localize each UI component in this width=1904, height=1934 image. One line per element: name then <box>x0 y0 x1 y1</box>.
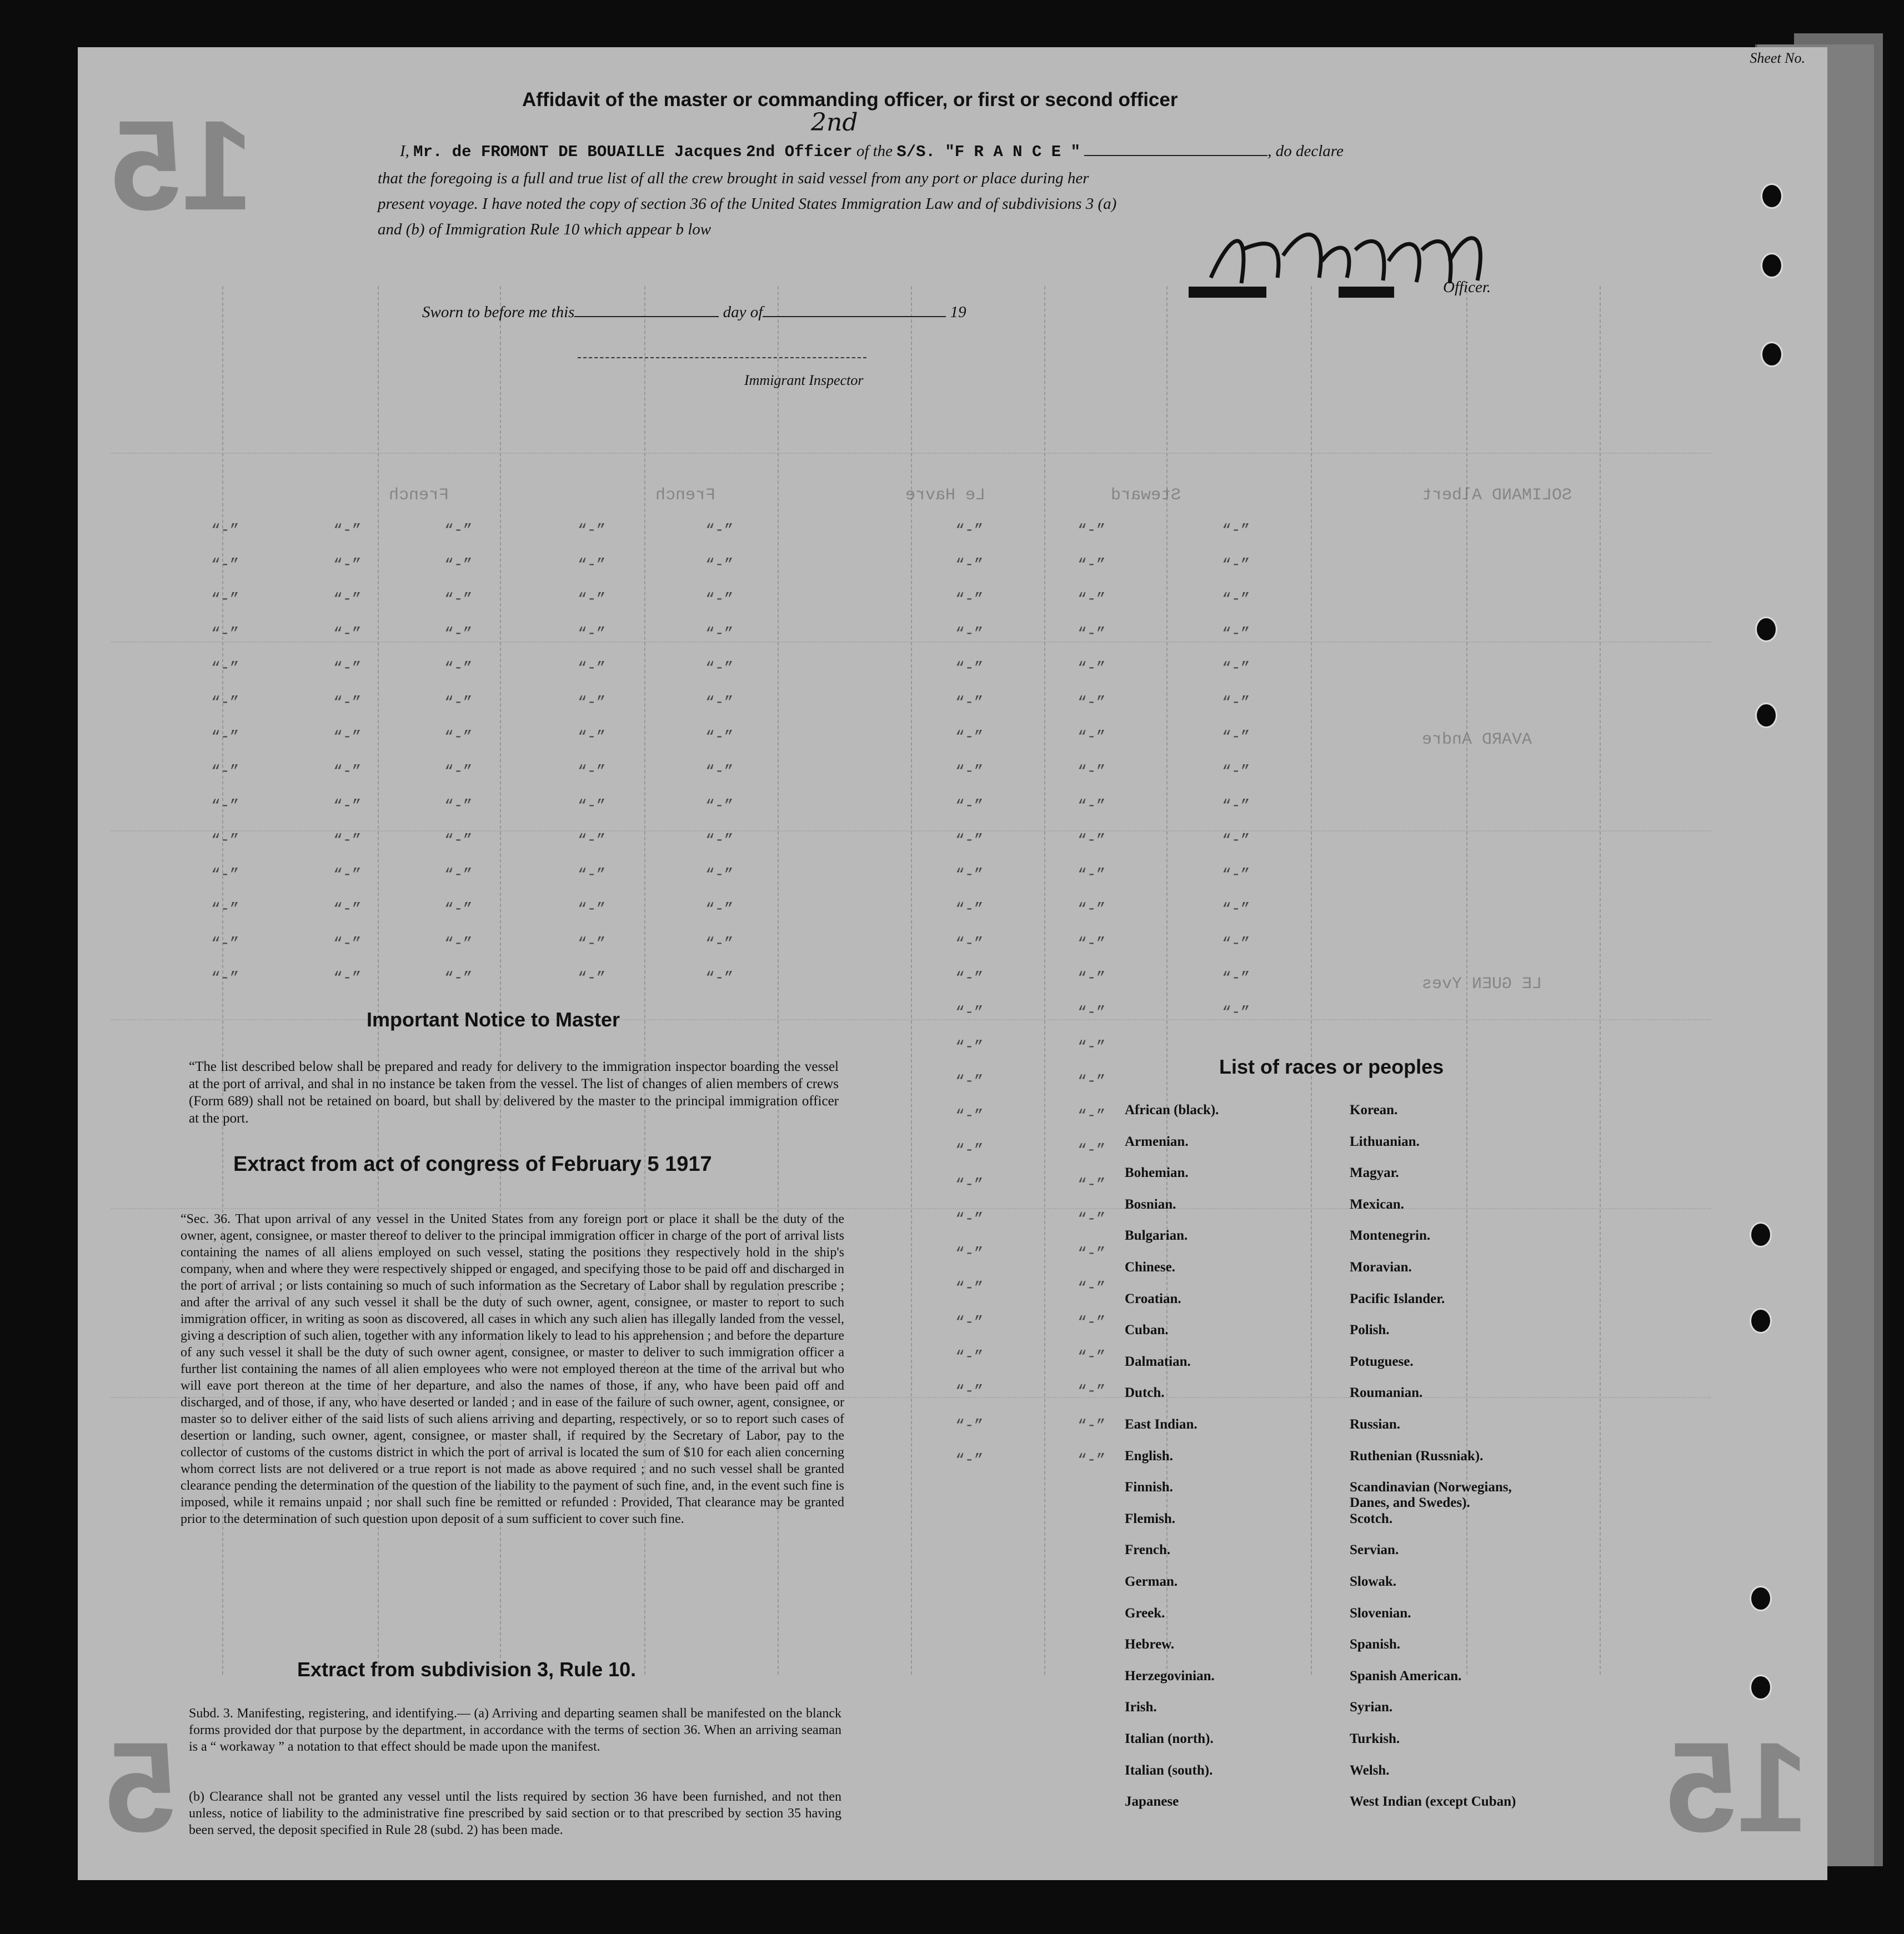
ditto-mark: “-” <box>705 694 734 712</box>
race-entry: West Indian (except Cuban) <box>1350 1794 1516 1810</box>
ditto-mark: “-” <box>955 1211 984 1228</box>
race-entry: Bosnian. <box>1125 1196 1176 1212</box>
ditto-mark: “-” <box>333 660 362 677</box>
ditto-mark: “-” <box>444 798 473 815</box>
ditto-mark: “-” <box>578 901 606 918</box>
ditto-mark: “-” <box>955 763 984 780</box>
race-entry: German. <box>1125 1574 1178 1589</box>
ditto-mark: “-” <box>705 763 734 780</box>
ditto-mark: “-” <box>211 694 239 712</box>
affidavit-declare: , do declare <box>1267 142 1344 160</box>
ditto-mark: “-” <box>211 660 239 677</box>
ditto-mark: “-” <box>955 1108 984 1125</box>
race-entry: African (black). <box>1125 1103 1219 1118</box>
ditto-mark: “-” <box>1078 1039 1106 1056</box>
bleed-through-name-row: LE GUEN Yves <box>1422 975 1542 994</box>
race-entry: Spanish. <box>1350 1637 1401 1652</box>
binder-hole <box>1761 342 1783 367</box>
ditto-mark: “-” <box>955 522 984 539</box>
ditto-mark: “-” <box>333 935 362 953</box>
bleed-through-nationality: French <box>655 486 716 505</box>
ditto-mark: “-” <box>211 625 239 643</box>
ditto-mark: “-” <box>578 625 606 643</box>
ditto-mark: “-” <box>1078 1452 1106 1469</box>
ditto-mark: “-” <box>955 970 984 987</box>
ditto-mark: “-” <box>333 522 362 539</box>
ditto-mark: “-” <box>444 557 473 574</box>
race-entry: Greek. <box>1125 1605 1165 1621</box>
race-entry: Welsh. <box>1350 1762 1390 1778</box>
act-extract-body: “Sec. 36. That upon arrival of any vessel in the United States from any foreign port or place it shall be the duty of the owner, agent, consignee, or master thereof to deliver to the principal immigration officer in charge of the port of arrival lists containing the names of all aliens employed on such vessel, stating the positions they respectively hold in the ship's company, when and where they were respectively shipped or engaged, and specifying those to be paid off and discharged in the port of arrival ; or lists containing so much of such information as the Secretary of Labor shall by regulation prescribe ; and after the arrival of any such vessel it shall be the duty of such owner, agent, consignee, or master to report to such immigration officer, in writing as soon as discovered, all cases in which any such alien has illegally landed from the vessel, giving a description of such alien, together with any information likely to lead to his apprehension ; and before the departure of any such vessel it shall be the duty of such owner agent, consignee, or master to deliver to such immigration officer a further list containing the names of all alien employees who were not employed thereon at the time of the arrival but who will eave port thereon at the time of her departure, and also the names of those, if any, who have been paid off and discharged, and of those, if any, who have deserted or landed ; and in ease of the failure of such owner, agent, consignee, or master so to deliver either of the said lists of such aliens arriving and departing, respectively, or so to report such cases of desertion or landing, such owner, agent, consignee, or master shall, if required by the Secretary of Labor, pay to the collector of customs of the customs district in which the port of arrival is located the sum of $10 for each alien concerning whom correct lists are not delivered or a true report is not made as above required ; and no such vessel shall be granted clearance pending the determination of the question of the liability to the payment of such fine, and, in the event such fine is imposed, while it remains unpaid ; nor shall such fine be remitted or refunded : Provided, That clearance may be granted prior to the determination of such question upon deposit of a sum sufficient to cover such fine. <box>181 1212 844 1526</box>
sworn-day: day of <box>723 303 763 321</box>
ditto-mark: “-” <box>955 935 984 953</box>
race-entry: Italian (north). <box>1125 1731 1214 1746</box>
ditto-mark: “-” <box>1078 935 1106 953</box>
binder-hole <box>1755 617 1777 642</box>
binder-hole <box>1761 183 1783 209</box>
ditto-mark: “-” <box>955 832 984 849</box>
race-entry: Korean. <box>1350 1103 1398 1118</box>
ditto-mark: “-” <box>955 557 984 574</box>
ditto-mark: “-” <box>955 901 984 918</box>
race-entry: Dalmatian. <box>1125 1354 1191 1369</box>
ditto-mark: “-” <box>955 1142 984 1159</box>
ditto-mark: “-” <box>1222 1004 1250 1021</box>
ditto-mark: “-” <box>578 694 606 712</box>
ditto-mark: “-” <box>578 866 606 884</box>
ditto-mark: “-” <box>1078 1280 1106 1297</box>
race-entry: Polish. <box>1350 1322 1390 1338</box>
ditto-mark: “-” <box>1222 866 1250 884</box>
race-entry: Flemish. <box>1125 1511 1175 1526</box>
ditto-mark: “-” <box>955 1383 984 1400</box>
ditto-mark: “-” <box>444 522 473 539</box>
ditto-mark: “-” <box>211 970 239 987</box>
ditto-mark: “-” <box>1078 970 1106 987</box>
ditto-mark: “-” <box>955 591 984 608</box>
ditto-mark: “-” <box>1078 625 1106 643</box>
inspector-signature-line <box>578 357 866 358</box>
sworn-year: 19 <box>950 303 966 321</box>
sworn-prefix: Sworn to before me this <box>422 303 575 321</box>
sheet-no-label: Sheet No. <box>1750 50 1805 66</box>
ditto-mark: “-” <box>1078 832 1106 849</box>
ditto-mark: “-” <box>1222 970 1250 987</box>
affidavit-line-2: that the foregoing is a full and true list of all the crew brought in said vessel from any port or place during her <box>378 169 1089 187</box>
ditto-mark: “-” <box>333 832 362 849</box>
affidavit-line-4: and (b) of Immigration Rule 10 which appear b low <box>378 221 712 238</box>
ditto-mark: “-” <box>1222 763 1250 780</box>
rule-subd-a: Subd. 3. Manifesting, registering, and identifying.— (a) Arriving and departing seamen shall be manifested on the blanck forms provided dor that purpose by the department, in accordance with the terms of section 36. When an arriving seaman is a “ workaway ” a notation to that effect should be made upon the manifest. <box>189 1706 841 1754</box>
ditto-mark: “-” <box>1078 866 1106 884</box>
ditto-mark: “-” <box>444 763 473 780</box>
race-entry: Potuguese. <box>1350 1354 1414 1369</box>
race-entry: Moravian. <box>1350 1260 1412 1275</box>
race-entry: Finnish. <box>1125 1480 1173 1495</box>
bleed-through-number-bottom-right: 15 <box>1666 1716 1808 1858</box>
ditto-mark: “-” <box>333 694 362 712</box>
ditto-mark: “-” <box>705 625 734 643</box>
act-extract-title: Extract from act of congress of February 5 1917 <box>233 1153 712 1176</box>
officer-rank: 2nd Officer <box>746 143 853 161</box>
ditto-mark: “-” <box>211 798 239 815</box>
race-entry: Roumanian. <box>1350 1385 1423 1401</box>
race-entry: Lithuanian. <box>1350 1134 1420 1149</box>
ditto-mark: “-” <box>1222 798 1250 815</box>
ditto-mark: “-” <box>1222 557 1250 574</box>
handwritten-rank: 2nd <box>811 108 858 137</box>
bleed-through-name-row: AVARD Andre <box>1422 730 1532 749</box>
ditto-mark: “-” <box>955 1452 984 1469</box>
ditto-mark: “-” <box>1078 1245 1106 1262</box>
ditto-mark: “-” <box>955 1073 984 1090</box>
ditto-mark: “-” <box>444 970 473 987</box>
ditto-mark: “-” <box>1222 729 1250 746</box>
ditto-mark: “-” <box>955 1176 984 1194</box>
bleed-through-number-bottom-left: 5 <box>106 1716 177 1858</box>
binder-hole <box>1750 1308 1772 1334</box>
rule-extract-title: Extract from subdivision 3, Rule 10. <box>297 1658 637 1681</box>
ditto-mark: “-” <box>578 729 606 746</box>
race-entry: Slovenian. <box>1350 1605 1411 1621</box>
vessel-name: S/S. "F R A N C E " <box>896 143 1080 161</box>
ditto-mark: “-” <box>578 832 606 849</box>
ditto-mark: “-” <box>705 660 734 677</box>
affidavit-title: Affidavit of the master or commanding officer, or first or second officer <box>522 89 1178 111</box>
race-entry: Mexican. <box>1350 1196 1404 1212</box>
ditto-mark: “-” <box>1222 901 1250 918</box>
ditto-mark: “-” <box>444 660 473 677</box>
race-entry: Irish. <box>1125 1700 1157 1715</box>
ditto-mark: “-” <box>333 866 362 884</box>
race-entry: Spanish American. <box>1350 1668 1462 1684</box>
ditto-mark: “-” <box>333 901 362 918</box>
ditto-mark: “-” <box>705 557 734 574</box>
ditto-mark: “-” <box>705 522 734 539</box>
ditto-mark: “-” <box>1222 694 1250 712</box>
ditto-mark: “-” <box>333 591 362 608</box>
ditto-mark: “-” <box>955 694 984 712</box>
ditto-mark: “-” <box>705 591 734 608</box>
ditto-mark: “-” <box>578 763 606 780</box>
ditto-mark: “-” <box>1078 522 1106 539</box>
binder-hole <box>1750 1586 1772 1611</box>
ditto-mark: “-” <box>705 970 734 987</box>
sworn-line <box>422 300 966 324</box>
bleed-through-port: Le Havre <box>905 486 986 505</box>
ditto-mark: “-” <box>955 660 984 677</box>
ditto-mark: “-” <box>1222 625 1250 643</box>
ditto-mark: “-” <box>705 832 734 849</box>
race-entry: Syrian. <box>1350 1700 1393 1715</box>
ditto-mark: “-” <box>955 866 984 884</box>
notice-body: “The list described below shall be prepared and ready for delivery to the immigration inspector boarding the vessel at the port of arrival, and shal in no instance be taken from the vessel. The list of changes of alien members of crews (Form 689) shall not be retained on board, but shall by delivered by the master to the principal immigration officer at the port. <box>189 1059 839 1126</box>
bleed-through-number-top: 15 <box>111 94 253 237</box>
ditto-mark: “-” <box>444 625 473 643</box>
bleed-through-name-row: SOLIMAND Albert <box>1422 486 1572 505</box>
races-list-title: List of races or peoples <box>1219 1055 1444 1078</box>
race-entry: Scotch. <box>1350 1511 1393 1526</box>
ditto-mark: “-” <box>1078 1417 1106 1435</box>
ditto-mark: “-” <box>1078 763 1106 780</box>
ditto-mark: “-” <box>705 729 734 746</box>
race-entry: Bulgarian. <box>1125 1228 1188 1244</box>
race-entry: Dutch. <box>1125 1385 1165 1401</box>
ditto-mark: “-” <box>1078 591 1106 608</box>
ditto-mark: “-” <box>955 1280 984 1297</box>
race-entry: French. <box>1125 1542 1171 1558</box>
race-entry: Montenegrin. <box>1350 1228 1431 1244</box>
binder-hole <box>1750 1222 1772 1247</box>
ditto-mark: “-” <box>211 591 239 608</box>
ditto-mark: “-” <box>578 935 606 953</box>
race-entry: Magyar. <box>1350 1165 1399 1181</box>
ditto-mark: “-” <box>578 798 606 815</box>
binder-hole <box>1761 253 1783 278</box>
ditto-mark: “-” <box>578 522 606 539</box>
ditto-mark: “-” <box>333 557 362 574</box>
race-entry: Hebrew. <box>1125 1637 1175 1652</box>
race-entry: Italian (south). <box>1125 1762 1213 1778</box>
ditto-mark: “-” <box>705 901 734 918</box>
officer-name: Mr. de FROMONT DE BOUAILLE Jacques <box>413 143 742 161</box>
ditto-mark: “-” <box>211 729 239 746</box>
race-entry: Croatian. <box>1125 1291 1181 1306</box>
affidavit-line-1 <box>400 139 1344 164</box>
race-entry: Herzegovinian. <box>1125 1668 1215 1684</box>
race-entry: Scandinavian (Norwegians, Danes, and Swedes). <box>1350 1480 1512 1511</box>
ditto-mark: “-” <box>333 763 362 780</box>
affidavit-of-the: of the <box>856 142 893 160</box>
ditto-mark: “-” <box>444 935 473 953</box>
ditto-mark: “-” <box>211 763 239 780</box>
ditto-mark: “-” <box>444 901 473 918</box>
ditto-mark: “-” <box>955 798 984 815</box>
bleed-through-race: French <box>389 486 449 505</box>
race-entry: Russian. <box>1350 1417 1401 1432</box>
ditto-mark: “-” <box>1078 1383 1106 1400</box>
ditto-mark: “-” <box>444 729 473 746</box>
ditto-mark: “-” <box>1078 694 1106 712</box>
ditto-mark: “-” <box>1078 1073 1106 1090</box>
binder-hole <box>1750 1675 1772 1700</box>
manifest-page <box>78 47 1827 1880</box>
race-entry: Armenian. <box>1125 1134 1189 1149</box>
race-entry: Bohemian. <box>1125 1165 1189 1181</box>
ditto-mark: “-” <box>955 729 984 746</box>
ditto-mark: “-” <box>1078 660 1106 677</box>
signature-officer-caption: Officer. <box>1443 278 1491 296</box>
ditto-mark: “-” <box>955 1039 984 1056</box>
race-entry: Cuban. <box>1125 1322 1169 1338</box>
ditto-mark: “-” <box>444 591 473 608</box>
ditto-mark: “-” <box>1222 832 1250 849</box>
binder-hole <box>1755 703 1777 728</box>
ditto-mark: “-” <box>705 866 734 884</box>
ditto-mark: “-” <box>1222 660 1250 677</box>
ditto-mark: “-” <box>578 660 606 677</box>
ditto-mark: “-” <box>333 625 362 643</box>
ditto-mark: “-” <box>211 522 239 539</box>
ditto-mark: “-” <box>1078 1108 1106 1125</box>
bleed-through-rating: Steward <box>1111 486 1181 505</box>
ditto-mark: “-” <box>333 970 362 987</box>
ditto-mark: “-” <box>1078 1349 1106 1366</box>
ditto-mark: “-” <box>444 866 473 884</box>
race-entry: Pacific Islander. <box>1350 1291 1445 1306</box>
ditto-mark: “-” <box>444 832 473 849</box>
affidavit-line-3: present voyage. I have noted the copy of section 36 of the United States Immigration Law and of subdivisions 3 (a) <box>378 195 1117 213</box>
ditto-mark: “-” <box>578 970 606 987</box>
race-entry: Slowak. <box>1350 1574 1397 1589</box>
ditto-mark: “-” <box>1078 1176 1106 1194</box>
ditto-mark: “-” <box>211 866 239 884</box>
race-entry: Chinese. <box>1125 1260 1175 1275</box>
ditto-mark: “-” <box>211 832 239 849</box>
ditto-mark: “-” <box>705 935 734 953</box>
ditto-mark: “-” <box>1078 1142 1106 1159</box>
ditto-mark: “-” <box>578 591 606 608</box>
ditto-mark: “-” <box>333 798 362 815</box>
ditto-mark: “-” <box>211 901 239 918</box>
ditto-mark: “-” <box>1222 935 1250 953</box>
ditto-mark: “-” <box>955 625 984 643</box>
ditto-mark: “-” <box>211 935 239 953</box>
ditto-mark: “-” <box>955 1245 984 1262</box>
race-entry: Servian. <box>1350 1542 1399 1558</box>
race-entry: Japanese <box>1125 1794 1179 1810</box>
ditto-mark: “-” <box>1078 1004 1106 1021</box>
inspector-label: Immigrant Inspector <box>744 372 864 388</box>
ditto-mark: “-” <box>444 694 473 712</box>
ditto-mark: “-” <box>955 1314 984 1331</box>
ditto-mark: “-” <box>211 557 239 574</box>
ditto-mark: “-” <box>1078 798 1106 815</box>
rule-subd-b: (b) Clearance shall not be granted any vessel until the lists required by section 36 have been furnished, and not then unless, notice of liability to the administrative fine prescribed by said section or to that prescribed by section 35 having been served, the deposit specified in Rule 28 (subd. 2) has been made. <box>189 1790 841 1837</box>
ditto-mark: “-” <box>333 729 362 746</box>
ditto-mark: “-” <box>1078 729 1106 746</box>
ditto-mark: “-” <box>955 1417 984 1435</box>
notice-title: Important Notice to Master <box>367 1008 620 1031</box>
race-entry: Ruthenian (Russniak). <box>1350 1448 1484 1464</box>
ditto-mark: “-” <box>1078 1211 1106 1228</box>
ditto-mark: “-” <box>1078 1314 1106 1331</box>
race-entry: Turkish. <box>1350 1731 1400 1746</box>
ditto-mark: “-” <box>1078 557 1106 574</box>
race-entry: English. <box>1125 1448 1173 1464</box>
race-entry: East Indian. <box>1125 1417 1197 1432</box>
ditto-mark: “-” <box>1222 522 1250 539</box>
ditto-mark: “-” <box>955 1349 984 1366</box>
ditto-mark: “-” <box>705 798 734 815</box>
ditto-mark: “-” <box>1078 901 1106 918</box>
affidavit-prefix: I, <box>400 142 409 160</box>
ditto-mark: “-” <box>955 1004 984 1021</box>
ditto-mark: “-” <box>578 557 606 574</box>
ditto-mark: “-” <box>1222 591 1250 608</box>
